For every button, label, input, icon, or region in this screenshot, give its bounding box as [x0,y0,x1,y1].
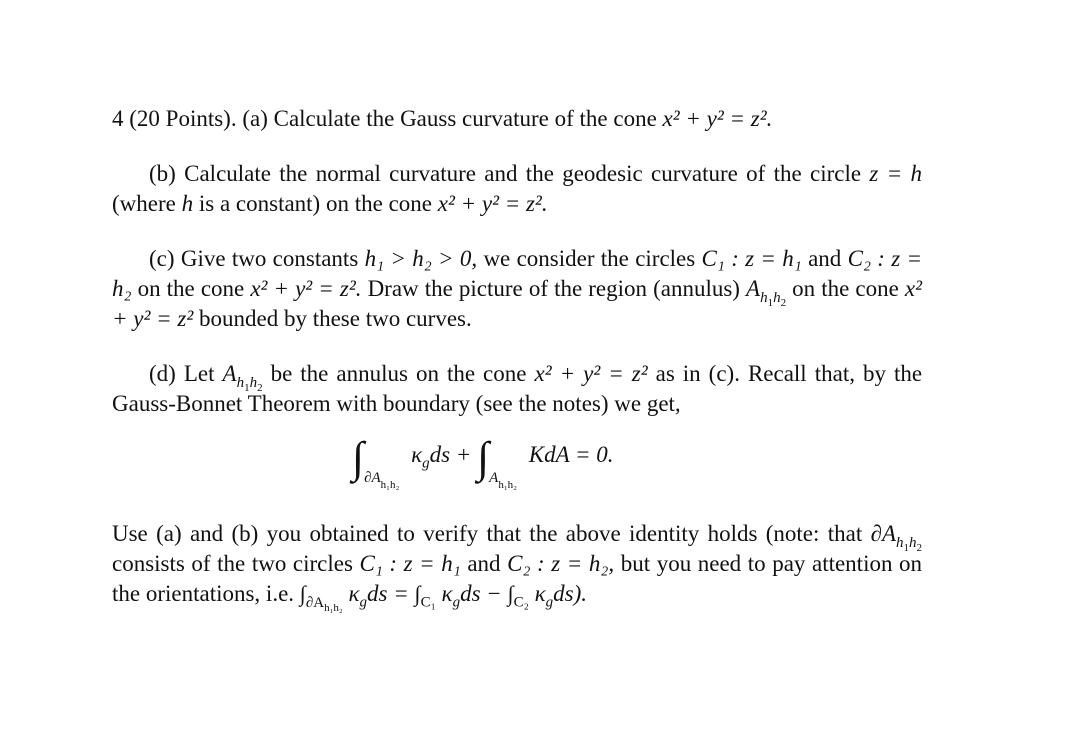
verify-boundary: $\partial A_{h_1h_2}$ [870,521,923,554]
gauss-bonnet-equation [112,433,922,505]
part-c-bounded: bounded by these two curves. [199,306,472,331]
cone-equation: x² + y² = z². [662,106,773,131]
part-d-cone: x² + y² = z² [534,361,648,386]
part-d-pre: (d) Let [149,361,215,386]
part-a [112,104,922,134]
part-d [112,359,922,419]
part-c-pre: (c) Give two constants [149,246,359,271]
part-d-line2: that, by the Gauss-Bonnet Theorem with boundary (see the notes) we get, [112,361,923,416]
part-b-line1: (b) Calculate the normal curvature and the geodesic curvature of the [149,161,802,186]
part-c-annulus: (annulus) [653,276,740,301]
verify-that: that [827,521,863,546]
part-c-and: and [808,246,842,271]
integral-sign: ∫ [477,433,490,482]
area-subscript: Ah₁h₂ [489,470,517,491]
part-c-cone: x² + y² = z². [250,276,362,301]
geodesic-curvature-symbol: $\kappa_g$ [411,442,430,472]
part-c-mid: we consider the circles [483,246,696,271]
part-c [112,244,922,334]
eq-kda: KdA = 0. [528,442,614,467]
part-b-constant: is a constant) on the cone [198,191,432,216]
part-c-cone2: x² + y² = z² [112,276,923,331]
part-b-h: h [181,191,194,216]
part-c-inequality: h₁ > h₂ > 0, [364,246,478,271]
verify-orientation-formula: $\int_{\partial A_{h_1h_2}}$ $\kappa_gds = \int_{C_1}$ $\kappa_gds$ − [299,581,502,614]
part-b-where: (where [112,191,176,216]
part-b-circle-eq: z = h [869,161,922,186]
verify-consists: consists of the two circles [112,551,353,576]
verification-paragraph [112,519,923,614]
eq-ds-plus: ds + [429,442,472,467]
part-a-text: (a) Calculate the Gauss curvature of the cone [242,106,657,131]
part-c-region: $A_{h_1h_2}$ [746,276,787,309]
problem-page [112,104,923,614]
part-b [112,159,922,219]
part-c-circle1: C₁ : z = h₁ [701,246,802,271]
part-d-asin: as in (c). Recall [655,361,807,386]
verify-circle2: C₂ : z = h₂, [507,551,615,576]
verify-circle1: C₁ : z = h₁ [359,551,461,576]
part-d-region: $A_{h_1h_2}$ [222,361,263,394]
verify-line3: you need to pay attention on the orientations, i.e. [112,551,923,606]
part-c-draw: Draw the picture of the region [367,276,647,301]
part-c-on: on the cone [137,276,245,301]
part-b-circle-word: circle [810,161,862,186]
integral-sign: ∫ [352,433,365,482]
verify-orientation-tail: $\int_{C_2}$ $\kappa_g$ [507,581,554,611]
part-c-on2: on the cone [792,276,899,301]
problem-header: 4 (20 Points). [112,106,237,131]
verify-close: ds). [553,581,588,606]
verify-line1: Use (a) and (b) you obtained to verify that the above identity holds (note: [112,521,820,546]
verify-but: but [620,551,651,576]
part-b-cone: x² + y² = z². [437,191,548,216]
verify-and: and [467,551,501,576]
boundary-subscript: ∂Ah₁h₂ [364,470,400,491]
part-d-be: be the annulus on the cone [270,361,527,386]
part-c-circle2: C₂ : z = h₂ [112,246,923,301]
